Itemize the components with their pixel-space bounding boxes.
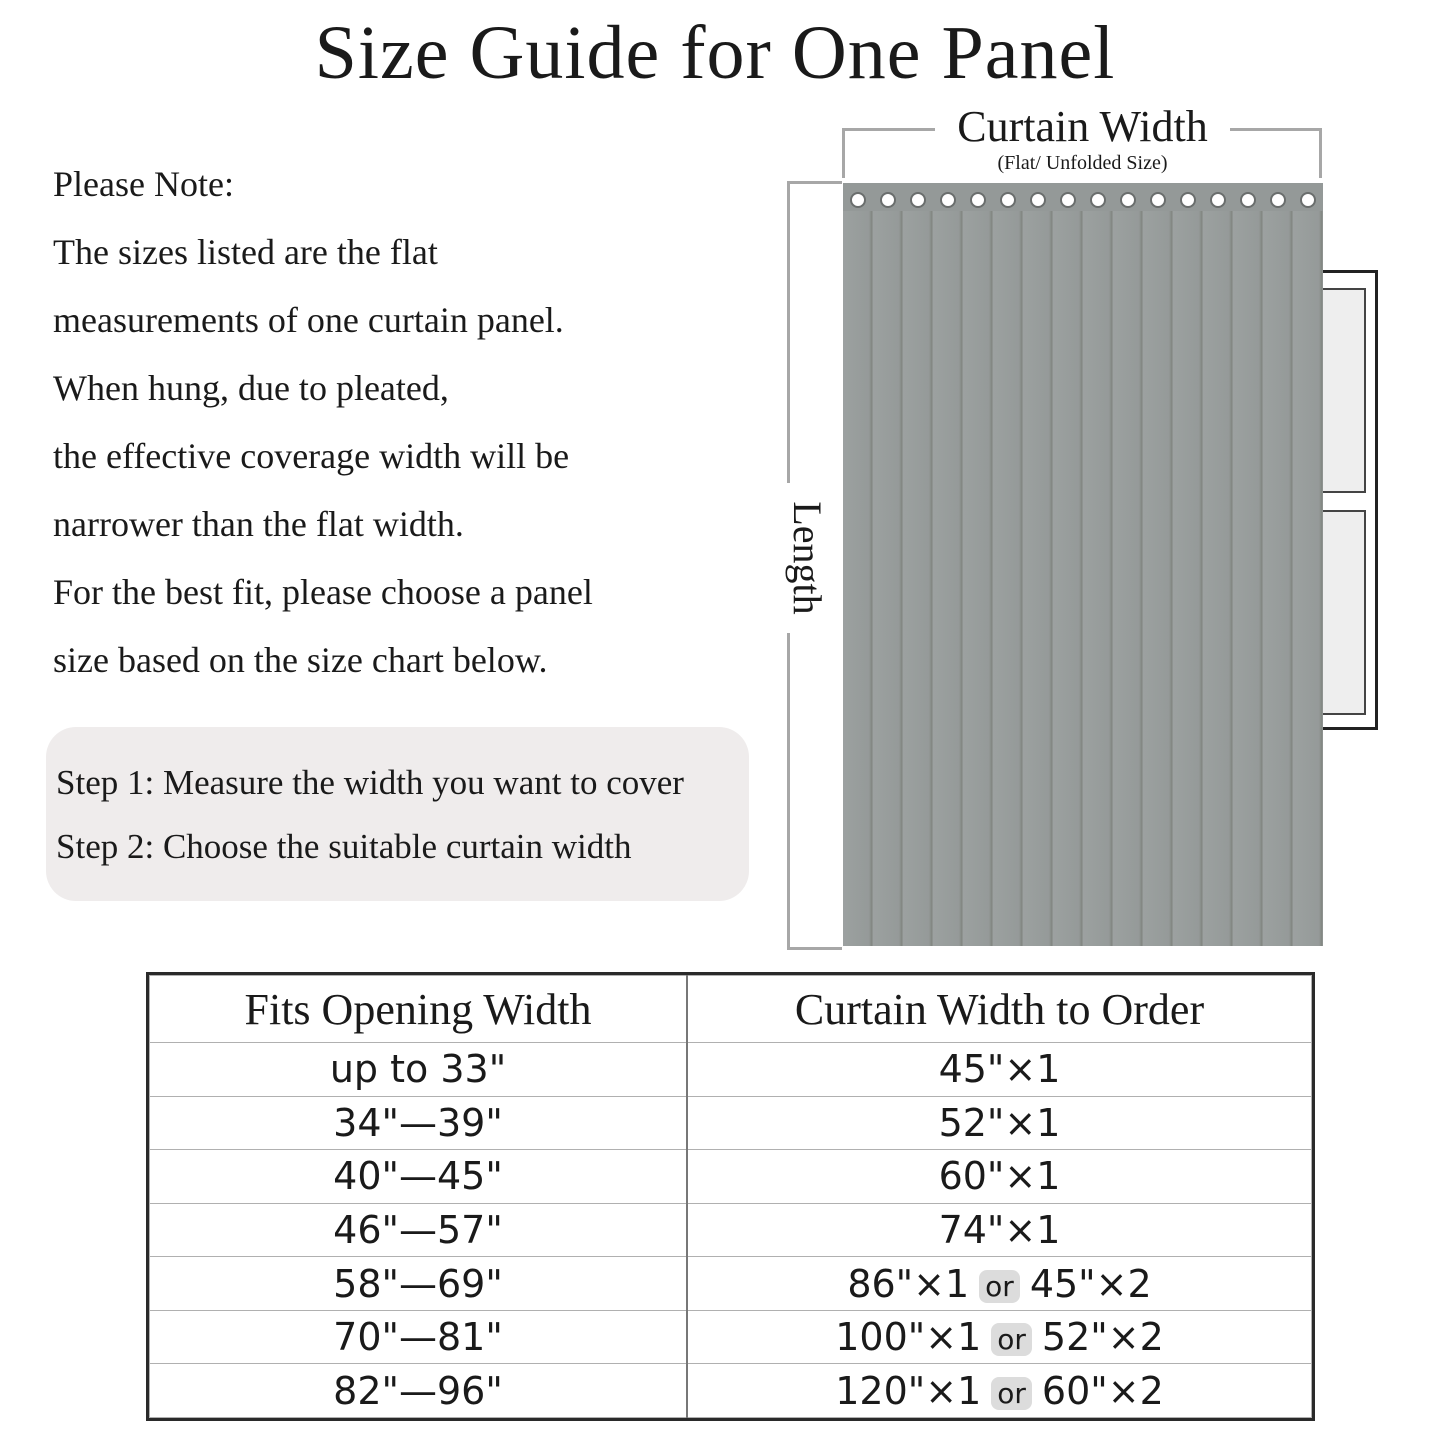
header-curtain-width: Curtain Width to Order bbox=[687, 976, 1312, 1043]
grommet-icon bbox=[1060, 192, 1076, 208]
grommet-icon bbox=[1030, 192, 1046, 208]
note-line: The sizes listed are the flat bbox=[53, 232, 438, 272]
order-width-value: 74"×1 bbox=[938, 1207, 1061, 1252]
opening-width-cell: 34"—39" bbox=[150, 1096, 688, 1150]
order-width-cell bbox=[687, 1150, 1312, 1204]
header-opening-width: Fits Opening Width bbox=[150, 976, 688, 1043]
order-width-value: 86"×1 bbox=[847, 1261, 970, 1306]
order-width-alt-value: 60"×2 bbox=[1041, 1368, 1164, 1413]
steps-box bbox=[46, 727, 749, 901]
opening-width-cell: 46"—57" bbox=[150, 1203, 688, 1257]
opening-width-cell: 40"—45" bbox=[150, 1150, 688, 1204]
note-line: size based on the size chart below. bbox=[53, 640, 548, 680]
opening-width-cell: up to 33" bbox=[150, 1043, 688, 1097]
opening-width-cell: 58"—69" bbox=[150, 1257, 688, 1311]
length-label: Length bbox=[784, 483, 830, 633]
table-row bbox=[150, 1203, 1312, 1257]
note-line: Please Note: bbox=[53, 164, 234, 204]
grommet-icon bbox=[1300, 192, 1316, 208]
step-1: Step 1: Measure the width you want to cover bbox=[56, 763, 684, 802]
order-width-value: 52"×1 bbox=[938, 1100, 1061, 1145]
grommet-icon bbox=[970, 192, 986, 208]
note-line: narrower than the flat width. bbox=[53, 504, 464, 544]
order-width-value: 120"×1 bbox=[835, 1368, 982, 1413]
order-width-cell bbox=[687, 1364, 1312, 1418]
grommet-icon bbox=[910, 192, 926, 208]
curtain-width-label: Curtain Width bbox=[935, 100, 1230, 154]
opening-width-cell: 70"—81" bbox=[150, 1310, 688, 1364]
note-line: For the best fit, please choose a panel bbox=[53, 572, 593, 612]
order-width-cell bbox=[687, 1310, 1312, 1364]
or-badge: or bbox=[991, 1323, 1032, 1356]
order-width-cell bbox=[687, 1257, 1312, 1311]
table-row bbox=[150, 1364, 1312, 1418]
order-width-alt-value: 45"×2 bbox=[1029, 1261, 1152, 1306]
order-width-cell bbox=[687, 1043, 1312, 1097]
order-width-value: 60"×1 bbox=[938, 1154, 1061, 1199]
table-row bbox=[150, 1310, 1312, 1364]
grommet-icon bbox=[1210, 192, 1226, 208]
grommet-icon bbox=[1270, 192, 1286, 208]
note-line: When hung, due to pleated, bbox=[53, 368, 449, 408]
note-line: the effective coverage width will be bbox=[53, 436, 570, 476]
size-table bbox=[146, 972, 1315, 1421]
or-badge: or bbox=[979, 1270, 1020, 1303]
grommet-icon bbox=[1180, 192, 1196, 208]
curtain-panel bbox=[843, 183, 1323, 946]
order-width-value: 100"×1 bbox=[835, 1315, 982, 1360]
order-width-cell bbox=[687, 1203, 1312, 1257]
grommet-icon bbox=[1000, 192, 1016, 208]
table-row bbox=[150, 1257, 1312, 1311]
grommet-icon bbox=[1240, 192, 1256, 208]
grommet-icon bbox=[1150, 192, 1166, 208]
table-row bbox=[150, 1096, 1312, 1150]
grommet-icon bbox=[850, 192, 866, 208]
curtain-width-sublabel: (Flat/ Unfolded Size) bbox=[997, 152, 1168, 174]
or-badge: or bbox=[991, 1377, 1032, 1410]
step-2: Step 2: Choose the suitable curtain width bbox=[56, 827, 632, 866]
grommet-icon bbox=[940, 192, 956, 208]
note-text bbox=[53, 150, 753, 694]
order-width-value: 45"×1 bbox=[938, 1047, 1061, 1092]
grommet-icon bbox=[1120, 192, 1136, 208]
note-line: measurements of one curtain panel. bbox=[53, 300, 564, 340]
table-header-row bbox=[150, 976, 1312, 1043]
table-row bbox=[150, 1150, 1312, 1204]
opening-width-cell: 82"—96" bbox=[150, 1364, 688, 1418]
order-width-alt-value: 52"×2 bbox=[1041, 1315, 1164, 1360]
grommet-icon bbox=[1090, 192, 1106, 208]
page-title: Size Guide for One Panel bbox=[314, 11, 1116, 95]
grommet-icon bbox=[880, 192, 896, 208]
order-width-cell bbox=[687, 1096, 1312, 1150]
table-row bbox=[150, 1043, 1312, 1097]
